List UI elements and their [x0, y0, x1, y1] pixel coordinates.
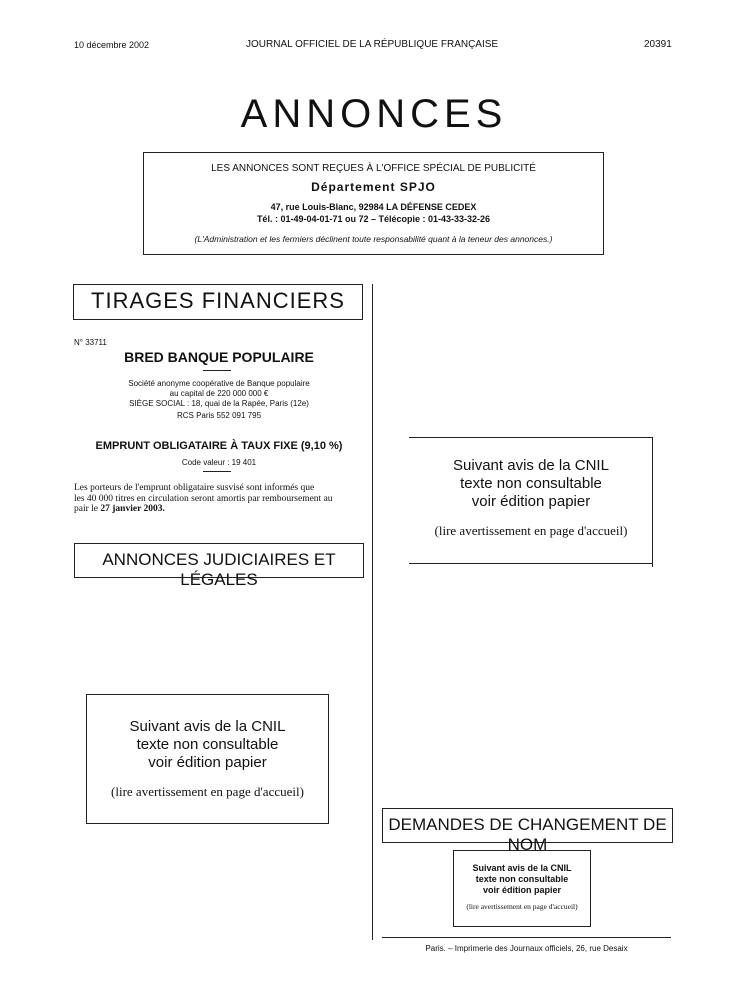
- cnil-line: texte non consultable: [475, 873, 569, 884]
- tirages-heading: TIRAGES FINANCIERS: [91, 288, 345, 313]
- emprunt-title: EMPRUNT OBLIGATAIRE À TAUX FIXE (9,10 %): [95, 440, 343, 452]
- header-date: 10 décembre 2002: [74, 40, 150, 50]
- cnil-notice-small: [453, 850, 591, 927]
- header-page-number: 20391: [644, 39, 672, 50]
- changement-heading: DEMANDES DE CHANGEMENT DE NOM: [388, 815, 667, 854]
- separator: [203, 370, 231, 371]
- cnil-line: Suivant avis de la CNIL: [472, 863, 572, 873]
- footer-imprint: Paris. – Imprimerie des Journaux officiels, 26, rue Desaix: [425, 944, 628, 953]
- cnil-warning: (lire avertissement en page d'accueil): [434, 523, 628, 538]
- column-divider: [372, 284, 373, 940]
- company-siege: SIÈGE SOCIAL : 18, quai de la Rapée, Paris (12e): [129, 399, 309, 408]
- announcement-number: N° 33711: [74, 338, 107, 347]
- notice-department: Département SPJO: [311, 180, 436, 194]
- cnil-line: voir édition papier: [148, 754, 267, 771]
- notice-box: [143, 152, 604, 255]
- cnil-line: voir édition papier: [471, 493, 591, 510]
- notice-disclaimer: (L'Administration et les fermiers déclinent toute responsabilité quant à la teneur des annonces.): [194, 234, 553, 244]
- cnil-notice-right: [409, 437, 653, 567]
- code-valeur: Code valeur : 19 401: [181, 458, 257, 467]
- notice-line: LES ANNONCES SONT REÇUES À L'OFFICE SPÉCIAL DE PUBLICITÉ: [211, 163, 536, 174]
- cnil-line: Suivant avis de la CNIL: [453, 457, 609, 474]
- changement-heading-box: [382, 808, 673, 854]
- tirages-heading-box: [73, 284, 363, 320]
- body-line: les 40 000 titres en circulation seront amortis par remboursement au: [74, 493, 333, 504]
- body-line: pair le: [74, 504, 101, 514]
- footer-rule: [382, 937, 671, 938]
- cnil-warning: (lire avertissement en page d'accueil): [111, 784, 304, 799]
- cnil-line: texte non consultable: [460, 475, 602, 492]
- notice-phones: Tél. : 01-49-04-01-71 ou 72 – Télécopie : 01-43-33-32-26: [256, 214, 491, 224]
- page-title: ANNONCES: [240, 92, 508, 136]
- judiciaires-heading-box: [74, 543, 364, 589]
- header-journal: JOURNAL OFFICIEL DE LA RÉPUBLIQUE FRANÇAISE: [246, 39, 499, 50]
- cnil-notice-left: [86, 694, 329, 824]
- cnil-line: voir édition papier: [482, 884, 561, 895]
- body-line: Les porteurs de l'emprunt obligataire susvisé sont informés que: [74, 483, 315, 493]
- cnil-line: texte non consultable: [136, 736, 279, 753]
- cnil-line: Suivant avis de la CNIL: [129, 718, 286, 735]
- company-name: BRED BANQUE POPULAIRE: [124, 349, 314, 365]
- body-date: 27 janvier 2003.: [100, 504, 165, 514]
- company-capital: au capital de 220 000 000 €: [169, 389, 269, 398]
- announcement-body: [74, 483, 366, 515]
- separator: [203, 471, 231, 472]
- company-rcs: RCS Paris 552 091 795: [176, 411, 262, 420]
- company-desc: Société anonyme coopérative de Banque populaire: [128, 379, 310, 388]
- judiciaires-heading: ANNONCES JUDICIAIRES ET LÉGALES: [102, 550, 336, 589]
- cnil-warning: (lire avertissement en page d'accueil): [466, 902, 578, 912]
- notice-address: 47, rue Louis-Blanc, 92984 LA DÉFENSE CEDEX: [270, 202, 477, 212]
